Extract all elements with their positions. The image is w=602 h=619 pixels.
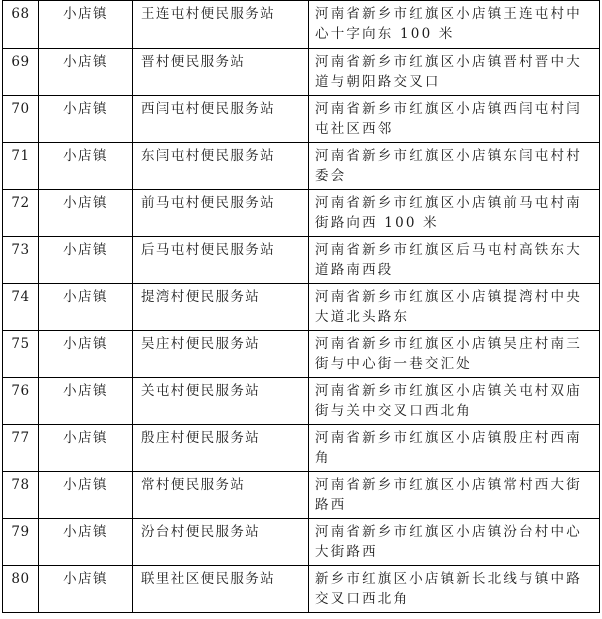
address-cell: 河南省新乡市红旗区小店镇吴庄村南三街与中心街一巷交汇处 <box>309 331 600 377</box>
row-number: 70 <box>3 96 39 142</box>
address-cell: 河南省新乡市红旗区小店镇东闫屯村村委会 <box>309 143 600 189</box>
table-row <box>3 1 600 49</box>
row-number: 68 <box>3 1 39 48</box>
row-number: 77 <box>3 425 39 471</box>
table-row <box>3 566 600 613</box>
table-row <box>3 284 600 331</box>
address-cell: 河南省新乡市红旗区小店镇前马屯村南街路向西 100 米 <box>309 190 600 236</box>
station-name-cell: 后马屯村便民服务站 <box>133 237 309 283</box>
table-row <box>3 190 600 237</box>
table-row <box>3 519 600 566</box>
town-cell: 小店镇 <box>39 284 133 330</box>
row-number: 76 <box>3 378 39 424</box>
station-name-cell: 常村便民服务站 <box>133 472 309 518</box>
address-cell: 河南省新乡市红旗区小店镇殷庄村西南角 <box>309 425 600 471</box>
table-row <box>3 472 600 519</box>
address-cell: 河南省新乡市红旗区小店镇王连屯村中心十字向东 100 米 <box>309 1 600 48</box>
town-cell: 小店镇 <box>39 378 133 424</box>
town-cell: 小店镇 <box>39 472 133 518</box>
row-number: 80 <box>3 566 39 612</box>
address-cell: 河南省新乡市红旗区后马屯村高铁东大道路南西段 <box>309 237 600 283</box>
row-number: 69 <box>3 49 39 95</box>
station-name-cell: 王连屯村便民服务站 <box>133 1 309 48</box>
row-number: 72 <box>3 190 39 236</box>
town-cell: 小店镇 <box>39 190 133 236</box>
town-cell: 小店镇 <box>39 331 133 377</box>
table-row <box>3 143 600 190</box>
station-name-cell: 殷庄村便民服务站 <box>133 425 309 471</box>
address-cell: 河南省新乡市红旗区小店镇提湾村中央大道北头路东 <box>309 284 600 330</box>
table-row <box>3 425 600 472</box>
table-row <box>3 331 600 378</box>
row-number: 79 <box>3 519 39 565</box>
address-cell: 河南省新乡市红旗区小店镇汾台村中心大街路西 <box>309 519 600 565</box>
table-row <box>3 378 600 425</box>
address-cell: 新乡市红旗区小店镇新长北线与镇中路交叉口西北角 <box>309 566 600 612</box>
service-station-table <box>2 0 600 613</box>
town-cell: 小店镇 <box>39 566 133 612</box>
station-name-cell: 西闫屯村便民服务站 <box>133 96 309 142</box>
town-cell: 小店镇 <box>39 237 133 283</box>
row-number: 74 <box>3 284 39 330</box>
table-row <box>3 237 600 284</box>
address-cell: 河南省新乡市红旗区小店镇晋村晋中大道与朝阳路交叉口 <box>309 49 600 95</box>
town-cell: 小店镇 <box>39 519 133 565</box>
town-cell: 小店镇 <box>39 96 133 142</box>
station-name-cell: 联里社区便民服务站 <box>133 566 309 612</box>
row-number: 78 <box>3 472 39 518</box>
town-cell: 小店镇 <box>39 425 133 471</box>
table-row <box>3 96 600 143</box>
station-name-cell: 提湾村便民服务站 <box>133 284 309 330</box>
station-name-cell: 东闫屯村便民服务站 <box>133 143 309 189</box>
address-cell: 河南省新乡市红旗区小店镇关屯村双庙街与关中交叉口西北角 <box>309 378 600 424</box>
address-cell: 河南省新乡市红旗区小店镇西闫屯村闫屯社区西邻 <box>309 96 600 142</box>
station-name-cell: 晋村便民服务站 <box>133 49 309 95</box>
row-number: 75 <box>3 331 39 377</box>
station-name-cell: 汾台村便民服务站 <box>133 519 309 565</box>
station-name-cell: 前马屯村便民服务站 <box>133 190 309 236</box>
station-name-cell: 吴庄村便民服务站 <box>133 331 309 377</box>
town-cell: 小店镇 <box>39 143 133 189</box>
table-row <box>3 49 600 96</box>
address-cell: 河南省新乡市红旗区小店镇常村西大街路西 <box>309 472 600 518</box>
town-cell: 小店镇 <box>39 49 133 95</box>
station-name-cell: 关屯村便民服务站 <box>133 378 309 424</box>
town-cell: 小店镇 <box>39 1 133 48</box>
row-number: 71 <box>3 143 39 189</box>
row-number: 73 <box>3 237 39 283</box>
